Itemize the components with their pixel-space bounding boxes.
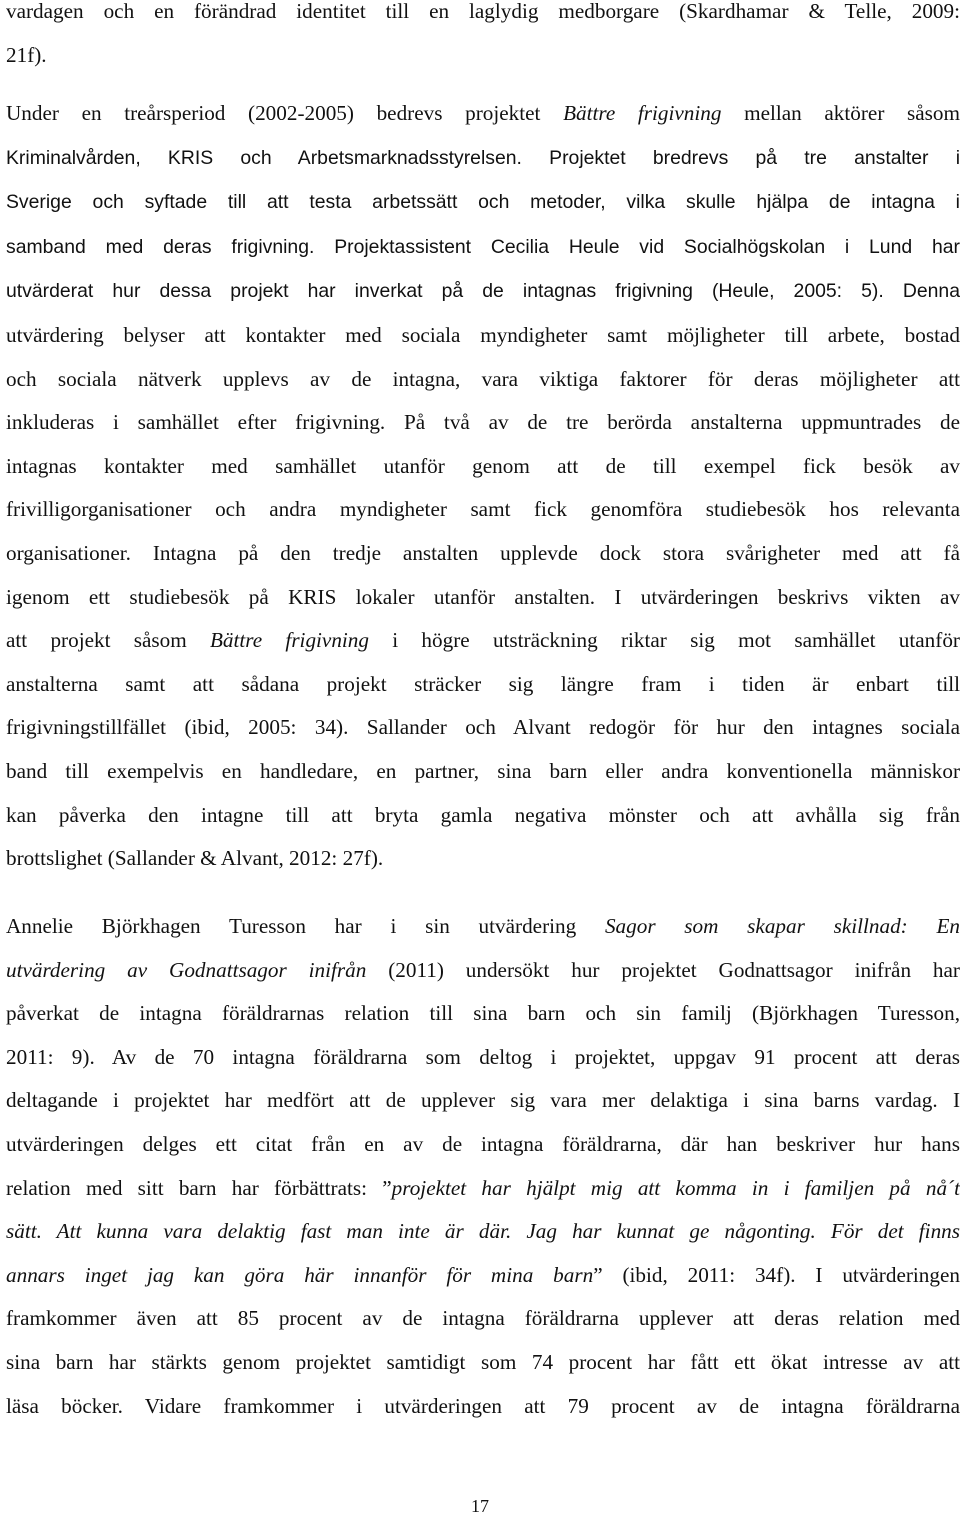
text-segment: anstalterna samt att sådana projekt sträcker sig längre fram i tiden är enbart till [6, 671, 960, 696]
text-segment: sina barn har stärkts genom projektet samtidigt som 74 procent har fått ett ökat intresse av att [6, 1349, 960, 1374]
text-segment: i högre utsträckning riktar sig mot samhället utanför [369, 628, 960, 653]
text-segment: band till exempelvis en handledare, en partner, sina barn eller andra konventionella människor [6, 758, 960, 783]
text-segment: I [952, 1088, 960, 1113]
text-segment: intagnas kontakter med samhället utanför genom att de till exempel fick besök av [6, 453, 960, 478]
text-line [6, 401, 960, 445]
text-line [6, 1341, 960, 1385]
text-segment: frivilligorganisationer och andra myndigheter samt fick genomföra studiebesök hos relevanta [6, 497, 960, 522]
text-segment: Projektet bredrevs på tre anstalter i [549, 146, 960, 169]
text-segment: frigivningstillfället (ibid, 2005: 34). [6, 715, 367, 740]
text-line [6, 1123, 960, 1167]
text-line [6, 706, 960, 750]
text-segment: Annelie Björkhagen Turesson har i sin utvärdering [6, 914, 605, 938]
text-line [6, 92, 960, 136]
italic-text-segment: sätt. Att kunna vara delaktig fast man inte är där. Jag har kunnat ge någonting. För det finns [6, 1219, 960, 1244]
text-segment: Sverige och syftade till att testa arbetssätt och metoder, vilka skulle hjälpa de intagna i [6, 191, 960, 214]
text-segment: relation med sitt barn har förbättrats: ” [6, 1175, 392, 1200]
text-line [6, 1297, 960, 1341]
text-line [6, 1385, 960, 1429]
text-line [6, 1167, 960, 1211]
text-segment: I utvärderingen [815, 1262, 960, 1287]
text-segment: Vidare framkommer i utvärderingen att 79 procent av de intagna föräldrarna [144, 1393, 960, 1418]
text-segment: framkommer även att 85 procent av de intagna föräldrarna upplever att deras relation med [6, 1306, 960, 1331]
text-segment: inkluderas i samhället efter frigivning. [6, 410, 404, 435]
text-segment: utvärdering belyser att kontakter med sociala myndigheter samt möjligheter till arbete, bostad [6, 322, 960, 347]
text-line [6, 1254, 960, 1298]
text-segment: På två av de tre berörda anstalterna uppmuntrades de [403, 410, 960, 435]
text-line [6, 488, 960, 532]
italic-text-segment: annars inget jag kan göra här innanför för mina barn [6, 1262, 594, 1287]
text-segment: läsa böcker. [6, 1393, 145, 1418]
text-segment: Kriminalvården, KRIS och Arbetsmarknadsstyrelsen. [6, 146, 550, 169]
text-line [6, 576, 960, 620]
text-line [6, 750, 960, 794]
text-segment: utvärderingen delges ett citat från en av de intagna föräldrarna, där han beskriver hur hans [6, 1131, 960, 1156]
text-line [6, 358, 960, 402]
text-line [6, 0, 960, 34]
text-segment: I utvärderingen beskrivs vikten av [614, 584, 960, 609]
text-line [6, 136, 960, 181]
text-segment: och sociala nätverk upplevs av de intagna, vara viktiga faktorer för deras möjligheter att [6, 366, 960, 391]
text-line [6, 269, 960, 314]
text-segment: organisationer. [6, 540, 153, 565]
text-segment: ” (ibid, 2011: 34f). [593, 1262, 816, 1287]
text-segment: brottslighet (Sallander & Alvant, 2012: 27f). [6, 846, 384, 871]
text-segment: 21f). [6, 42, 47, 67]
text-segment: kan påverka den intagne till att bryta gamla negativa mönster och att avhålla sig från [6, 802, 960, 827]
text-segment: mellan aktörer såsom [721, 101, 960, 125]
italic-text-segment: Bättre frigivning [209, 628, 369, 653]
text-segment: utvärderat hur dessa projekt har inverkat på de intagnas frigivning (Heule, 2005: 5). [6, 280, 903, 303]
text-line [6, 992, 960, 1036]
page-number: 17 [471, 1496, 489, 1516]
text-segment: Under en treårsperiod (2002-2005) bedrevs projektet [6, 101, 564, 125]
paragraph-2 [6, 92, 960, 881]
text-segment: (2011) undersökt hur projektet Godnattsagor inifrån har [366, 957, 960, 982]
text-segment: att projekt såsom [6, 628, 210, 653]
text-line [6, 314, 960, 358]
text-segment: 2011: 9). [6, 1044, 112, 1069]
text-line [6, 1036, 960, 1080]
text-line [6, 837, 960, 881]
paragraph-1 [6, 0, 960, 77]
text-line [6, 663, 960, 707]
italic-text-segment: Bättre frigivning [563, 101, 722, 125]
text-segment: Projektassistent Cecilia Heule vid Socialhögskolan i Lund har [334, 235, 960, 258]
text-segment: samband med deras frigivning. [6, 235, 335, 258]
text-line [6, 1079, 960, 1123]
paragraph-3 [6, 905, 960, 1428]
text-segment: Av de 70 intagna föräldrarna som deltog i projektet, uppgav 91 procent att deras [111, 1044, 960, 1069]
text-segment: igenom ett studiebesök på KRIS lokaler utanför anstalten. [6, 584, 615, 609]
text-line [6, 949, 960, 993]
text-segment: påverkat de intagna föräldrarnas relation till sina barn och sin familj (Björkhagen Turesson, [6, 1001, 960, 1026]
text-line [6, 34, 960, 78]
italic-text-segment: utvärdering av Godnattsagor inifrån [6, 957, 367, 982]
text-line [6, 225, 960, 270]
text-line [6, 1210, 960, 1254]
text-line [6, 532, 960, 576]
italic-text-segment: Sagor som skapar skillnad: En [604, 914, 960, 938]
text-line [6, 445, 960, 489]
text-segment: vardagen och en förändrad identitet till en laglydig medborgare (Skardhamar & Telle, 2009: [6, 0, 960, 23]
text-line [6, 794, 960, 838]
italic-text-segment: projektet har hjälpt mig att komma in i familjen på nå´t [391, 1175, 960, 1200]
text-segment: Intagna på den tredje anstalten upplevde dock stora svårigheter med att få [152, 540, 960, 565]
text-line [6, 180, 960, 225]
text-line [6, 619, 960, 663]
text-line [6, 905, 960, 949]
text-segment: Sallander och Alvant redogör för hur den intagnes sociala [366, 715, 960, 740]
text-segment: Denna [902, 280, 960, 303]
text-segment: deltagande i projektet har medfört att de upplever sig vara mer delaktiga i sina barns vardag. [6, 1088, 953, 1113]
